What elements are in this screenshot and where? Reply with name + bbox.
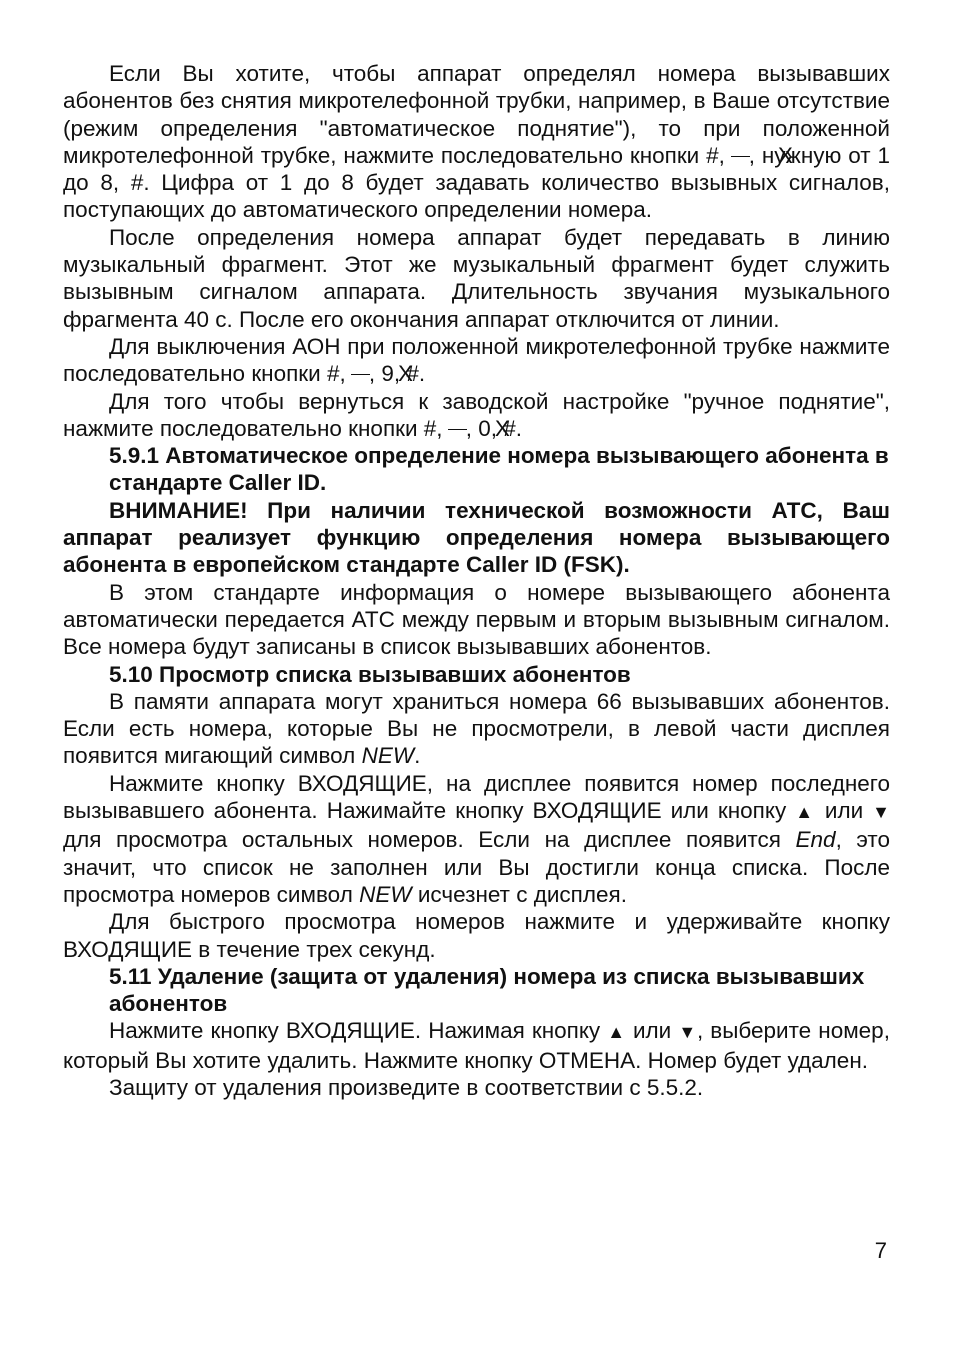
text-span: или bbox=[824, 798, 864, 824]
paragraph-fast-browse: Для быстрого просмотра номеров нажмите и удерживайте кнопку ВХОДЯЩИЕ в течение трех секунд. bbox=[63, 909, 890, 962]
text-span: исчезнет с дисплея. bbox=[417, 881, 627, 907]
paragraph-manual-pickup bbox=[63, 388, 890, 443]
star-key-icon bbox=[352, 360, 369, 387]
text-span: . bbox=[414, 743, 421, 769]
text-span: Если Вы хотите, чтобы аппарат определял номера вызывавших абонентов без снятия микротелефонной трубки, например, в Ваше отсутствие (режим определения "автоматическое поднятие"), то при положенной микротелефонной трубке, нажмите последовательно кнопки #, bbox=[63, 61, 890, 168]
paragraph-auto-pickup bbox=[63, 60, 890, 224]
paragraph-browse bbox=[63, 770, 890, 908]
arrow-down-icon: ▼ bbox=[678, 1022, 697, 1043]
text-span: или bbox=[632, 1018, 672, 1044]
text-span: для просмотра остальных номеров. Если на дисплее появится bbox=[63, 827, 781, 853]
text-span: , выберите номер, который Вы хотите удалить. Нажмите кнопку ОТМЕНА. Номер будет удален. bbox=[63, 1018, 890, 1073]
paragraph-music: После определения номера аппарат будет передавать в линию музыкальный фрагмент. Этот же музыкальный фрагмент будет служить вызывным сигналом аппарата. Длительность звучания музыкального фрагмента 40 с. После его окончания аппарат отключится от линии. bbox=[63, 224, 890, 332]
section-heading-5-9-1: 5.9.1 Автоматическое определение номера вызывающего абонента в стандарте Caller ID. bbox=[109, 443, 889, 496]
text-span: Нажмите кнопку ВХОДЯЩИЕ, на дисплее появится номер последнего вызывавшего абонента. Нажимайте кнопку ВХОДЯЩИЕ или кнопку bbox=[63, 770, 890, 824]
text-span: Нажмите кнопку ВХОДЯЩИЕ. Нажимая кнопку bbox=[109, 1018, 601, 1044]
paragraph-disable-caller-id bbox=[63, 333, 890, 388]
end-symbol: End bbox=[795, 827, 836, 853]
page-number: 7 bbox=[874, 1238, 887, 1263]
new-symbol: NEW bbox=[361, 743, 415, 769]
new-symbol: NEW bbox=[359, 881, 412, 907]
paragraph-protect: Защиту от удаления произведите в соответствии с 5.5.2. bbox=[109, 1074, 704, 1100]
text-span: , это значит, что список не заполнен или Вы достигли конца списка. После просмотра номеров символ bbox=[63, 827, 890, 907]
star-key-icon bbox=[449, 415, 466, 442]
section-heading-5-10: 5.10 Просмотр списка вызывавших абонентов bbox=[109, 661, 631, 687]
section-heading-5-11: 5.11 Удаление (защита от удаления) номера из списка вызывавших абонентов bbox=[109, 963, 865, 1017]
text-span: Для выключения АОН при положенной микротелефонной трубке нажмите последовательно кнопки #, bbox=[63, 333, 890, 387]
text-span: В памяти аппарата могут храниться номера 66 вызывавших абонентов. Если есть номера, которые Вы не просмотрели, в левой части дисплея появится мигающий символ bbox=[63, 688, 890, 769]
arrow-down-icon: ▼ bbox=[872, 802, 890, 823]
paragraph-memory bbox=[63, 688, 890, 770]
paragraph-fsk: В этом стандарте информация о номере вызывающего абонента автоматически передается АТС между первым и вторым вызывным сигналом. Все номера будут записаны в список вызывавших абонентов. bbox=[63, 579, 890, 660]
text-span: Для того чтобы вернуться к заводской настройке "ручное поднятие", нажмите последовательно кнопки #, bbox=[63, 388, 890, 441]
text-span: , нужную от 1 до 8, #. Цифра от 1 до 8 будет задавать количество вызывных сигналов, поступающих до автоматического определении номера. bbox=[63, 142, 890, 223]
paragraph-delete bbox=[63, 1017, 890, 1074]
text-span: , 9, #. bbox=[368, 361, 426, 387]
arrow-up-icon: ▲ bbox=[607, 1022, 626, 1043]
text-span: , 0, #. bbox=[465, 415, 522, 441]
warning-paragraph: ВНИМАНИЕ! При наличии технической возможности АТС, Ваш аппарат реализует функцию определения номера вызывающего абонента в европейском стандарте Caller ID (FSK). bbox=[63, 497, 890, 578]
star-key-icon bbox=[732, 142, 749, 169]
document-page bbox=[63, 60, 890, 1101]
arrow-up-icon: ▲ bbox=[795, 802, 816, 823]
